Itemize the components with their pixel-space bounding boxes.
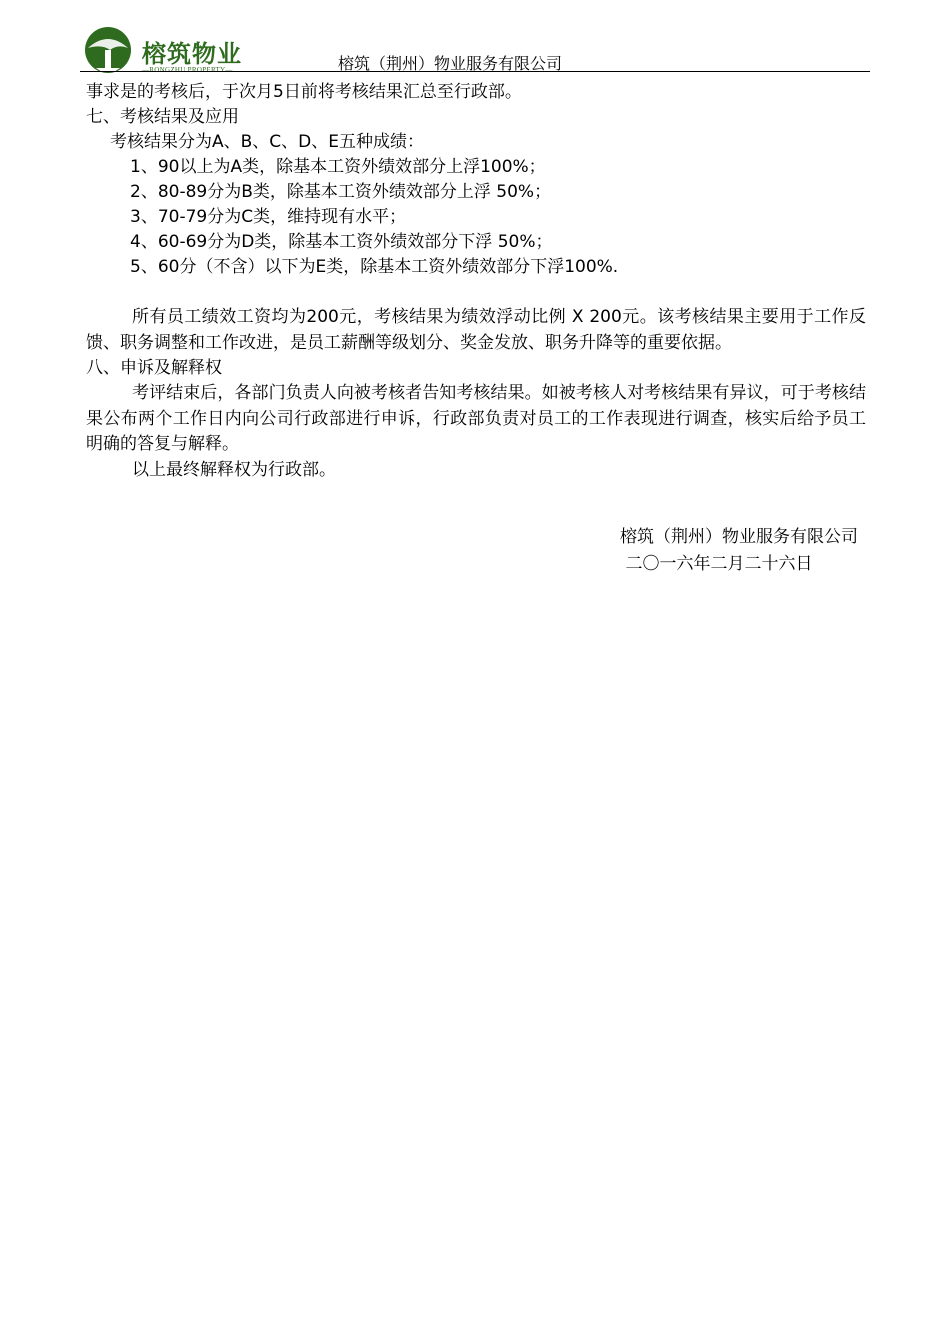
grade-item-b: 2、80-89分为B类，除基本工资外绩效部分上浮 50%； (130, 182, 552, 202)
document-body (86, 80, 876, 483)
interpretation-paragraph: 以上最终解释权为行政部。 (132, 459, 336, 480)
section-heading-7: 七、考核结果及应用 (86, 107, 239, 127)
grade-item-d: 4、60-69分为D类，除基本工资外绩效部分下浮 50%； (130, 232, 553, 252)
spacer (86, 280, 876, 305)
performance-pay-paragraph: 所有员工绩效工资均为200元，考核结果为绩效浮动比例 X 200元。该考核结果主要用于工作反馈、职务调整和工作改进，是员工薪酬等级划分、奖金发放、职务升降等的重要依据。 (86, 307, 866, 353)
header-divider (80, 71, 870, 72)
header-company-name: 榕筑（荆州）物业服务有限公司 (338, 54, 563, 73)
page-header (80, 22, 870, 76)
section-heading-8: 八、申诉及解释权 (86, 358, 222, 378)
grading-intro: 考核结果分为A、B、C、D、E五种成绩： (110, 132, 424, 152)
grade-item-a: 1、90以上为A类，除基本工资外绩效部分上浮100%； (130, 157, 546, 177)
grade-item-e: 5、60分（不含）以下为E类，除基本工资外绩效部分下浮100%. (130, 257, 619, 277)
appeal-paragraph: 考评结束后，各部门负责人向被考核者告知考核结果。如被考核人对考核结果有异议，可于考核结果公布两个工作日内向公司行政部进行申诉，行政部负责对员工的工作表现进行调查，核实后给予员工明确的答复与解释。 (86, 383, 866, 454)
signature-block (620, 524, 858, 578)
body-line: 事求是的考核后，于次月5日前将考核结果汇总至行政部。 (86, 82, 522, 102)
logo-subtitle: —RONGZHU PROPERTY— (142, 66, 233, 74)
signature-company: 榕筑（荆州）物业服务有限公司 (620, 527, 858, 547)
grade-item-c: 3、70-79分为C类，维持现有水平； (130, 207, 407, 227)
logo-text: 榕筑物业 (142, 39, 242, 68)
signature-date: 二〇一六年二月二十六日 (625, 554, 813, 574)
